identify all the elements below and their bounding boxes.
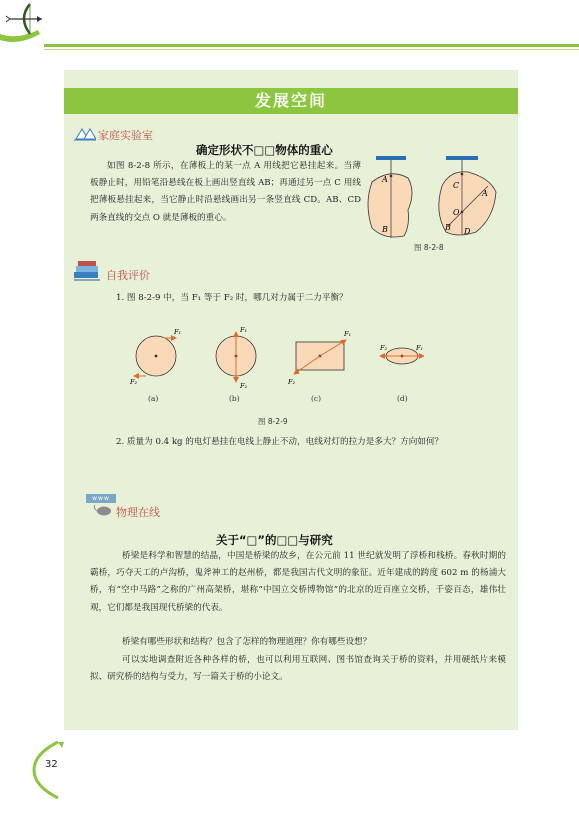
- banner-title: 发展空间: [64, 88, 518, 114]
- b-f2: F₂: [240, 382, 248, 390]
- bow-arrow-icon: [0, 0, 48, 48]
- home-lab-title: 确定形状不□□物体的重心: [196, 143, 333, 157]
- development-space-panel: [64, 70, 518, 730]
- sub-label-c: (c): [311, 394, 322, 403]
- sub-label-b: (b): [229, 394, 240, 403]
- d-f1: F₁: [416, 344, 424, 352]
- a-f2: F₂: [130, 378, 138, 386]
- a-f1: F₁: [174, 328, 182, 336]
- mouse-icon: [92, 504, 112, 516]
- label-b-right: B: [445, 223, 451, 232]
- page-number: 32: [45, 759, 58, 770]
- sub-label-d: (d): [397, 394, 408, 403]
- label-d: D: [464, 227, 471, 236]
- question-2: 2. 质量为 0.4 kg 的电灯悬挂在电线上静止不动，电线对灯的拉力是多大？方向如何？: [116, 437, 444, 447]
- question-1: 1. 图 8-2-9 中，当 F₁ 等于 F₂ 时，哪几对力属于二力平衡？: [116, 293, 348, 303]
- c-f1: F₁: [344, 330, 352, 338]
- books-icon: [72, 260, 102, 282]
- home-lab-paragraph: 如图 8-2-8 所示，在薄板上的某一点 A 用线把它悬挂起来。当薄板静止时，用铅笔沿悬线在板上画出竖直线 AB；再通过另一点 C 用线把薄板悬挂起来，当它静止时沿悬线画出另一条竖直线 CD。AB、CD 两条直线的交点 O 就是薄板的重心。: [90, 161, 361, 223]
- www-badge: www: [86, 494, 116, 503]
- online-paragraph-3: 可以实地调查附近各种各样的桥，也可以利用互联网、图书馆查询关于桥的资料，并用硬纸片来模拟、研究桥的结构与受力，写一篇关于桥的小论文。: [90, 655, 506, 683]
- balance-scale-icon: [74, 125, 96, 141]
- figure-8-2-8-caption: 图 8-2-8: [414, 243, 444, 252]
- label-c: C: [453, 181, 460, 190]
- header-rule: [44, 44, 579, 47]
- sub-label-a: (a): [148, 394, 159, 403]
- online-heading: 物理在线: [116, 506, 160, 519]
- self-eval-heading: 自我评价: [106, 269, 150, 282]
- figure-8-2-8: [364, 152, 514, 252]
- page-number-bracket-icon: [30, 740, 66, 800]
- label-o: O: [453, 208, 460, 217]
- d-f2: F₂: [380, 344, 388, 352]
- label-a-right: A: [482, 189, 488, 198]
- figure-8-2-9: [124, 322, 424, 402]
- online-paragraph-1: 桥梁是科学和智慧的结晶，中国是桥梁的故乡，在公元前 11 世纪就发明了浮桥和栈桥。春秋时期的霸桥，巧夺天工的卢沟桥，鬼斧神工的赵州桥，都是我国古代文明的象征。近年建成的跨度 602 m 的杨浦大桥，有“空中马路”之称的广州高架桥，堪称“中国立交桥博物馆”的北京的近百座立交桥，千姿百态，雄伟壮观，它们都是我国现代桥梁的代表。: [90, 551, 506, 613]
- online-paragraph-2: 桥梁有哪些形状和结构？包含了怎样的物理道理？你有哪些设想？: [122, 637, 372, 647]
- online-title: 关于“□”的□□与研究: [216, 533, 333, 547]
- page-header: [0, 0, 579, 48]
- b-f1: F₁: [240, 326, 248, 334]
- c-f2: F₂: [288, 378, 296, 386]
- figure-8-2-9-caption: 图 8-2-9: [258, 417, 288, 426]
- home-lab-heading: 家庭实验室: [98, 129, 153, 142]
- header-rule-thin: [44, 49, 579, 50]
- label-a-left: A: [382, 175, 388, 184]
- label-b-left: B: [382, 225, 388, 234]
